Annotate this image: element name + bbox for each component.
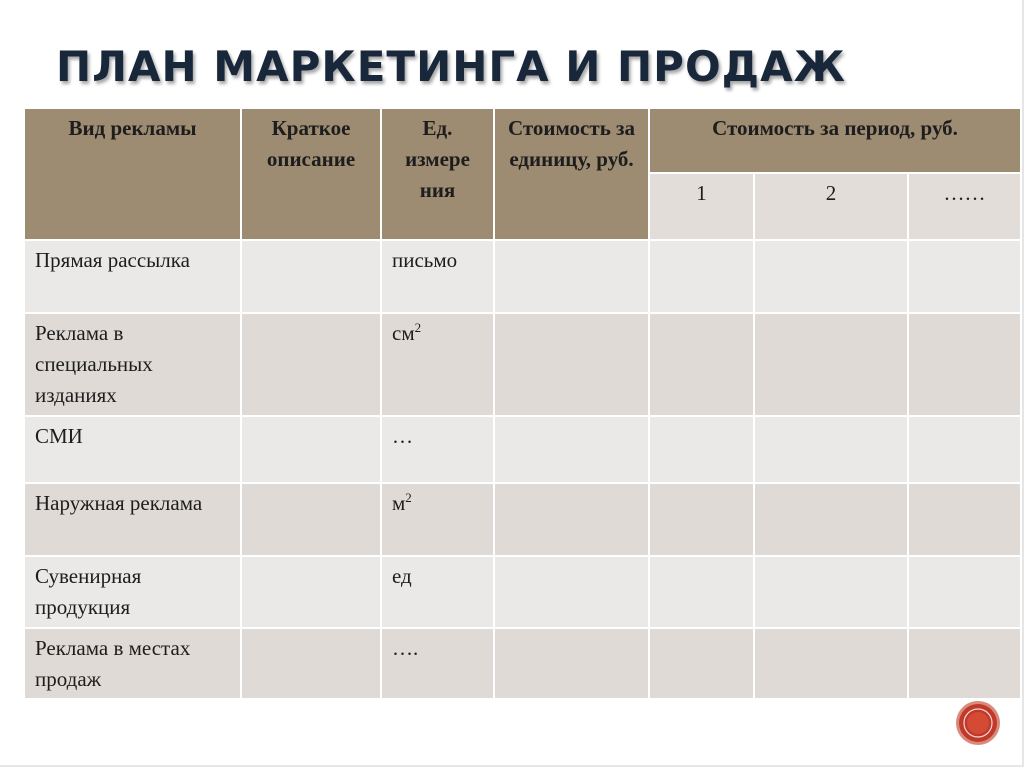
cell-unit — [382, 417, 495, 484]
cell-unit — [382, 314, 495, 417]
table-row — [25, 314, 1022, 417]
cell-unit-cost — [495, 417, 650, 484]
cell-unit-cost — [495, 314, 650, 417]
cell-ad-type: СМИ — [25, 417, 242, 484]
cell-unit-cost — [495, 484, 650, 557]
cell-period-1 — [650, 241, 755, 314]
cell-ad-type: Реклама в специальных изданиях — [25, 314, 242, 417]
cell-period-1 — [650, 417, 755, 484]
cell-period-2 — [755, 241, 909, 314]
cell-unit-cost — [495, 557, 650, 629]
cell-period-1 — [650, 557, 755, 629]
table-row — [25, 484, 1022, 557]
cell-unit — [382, 629, 495, 700]
red-circle-icon — [955, 700, 1001, 746]
unit-text: …. — [392, 636, 419, 660]
cell-description — [242, 484, 382, 557]
cell-unit — [382, 241, 495, 314]
cell-period-2 — [755, 484, 909, 557]
header-unit-cost: Стоимость за единицу, руб. — [495, 109, 650, 241]
cell-description — [242, 417, 382, 484]
header-period-1: 1 — [650, 174, 755, 241]
unit-text: письмо — [392, 248, 458, 272]
header-period-2: 2 — [755, 174, 909, 241]
cell-period-more — [909, 484, 1022, 557]
unit-text: см — [392, 321, 415, 345]
cell-period-1 — [650, 314, 755, 417]
header-ad-type: Вид рекламы — [25, 109, 242, 241]
cell-description — [242, 629, 382, 700]
cell-period-2 — [755, 417, 909, 484]
cell-period-more — [909, 241, 1022, 314]
cell-period-1 — [650, 629, 755, 700]
marketing-plan-table — [25, 109, 1022, 700]
unit-text: … — [392, 424, 413, 448]
table-row — [25, 557, 1022, 629]
unit-text: ед — [392, 564, 412, 588]
cell-period-more — [909, 557, 1022, 629]
cell-period-2 — [755, 314, 909, 417]
header-period-cost: Стоимость за период, руб. — [650, 109, 1022, 174]
cell-unit — [382, 557, 495, 629]
cell-period-more — [909, 314, 1022, 417]
table-row — [25, 417, 1022, 484]
table-row — [25, 629, 1022, 700]
unit-sup: 2 — [405, 490, 412, 505]
cell-unit — [382, 484, 495, 557]
cell-ad-type: Наружная реклама — [25, 484, 242, 557]
cell-ad-type: Реклама в местах продаж — [25, 629, 242, 700]
cell-period-2 — [755, 629, 909, 700]
header-period-more: …… — [909, 174, 1022, 241]
cell-period-2 — [755, 557, 909, 629]
cell-period-more — [909, 417, 1022, 484]
cell-description — [242, 314, 382, 417]
cell-description — [242, 241, 382, 314]
unit-sup: 2 — [414, 320, 422, 335]
unit-text: м — [392, 491, 406, 515]
cell-period-more — [909, 629, 1022, 700]
cell-unit-cost — [495, 629, 650, 700]
cell-description — [242, 557, 382, 629]
header-unit: Ед. измере ния — [382, 109, 495, 241]
cell-unit-cost — [495, 241, 650, 314]
cell-period-1 — [650, 484, 755, 557]
cell-ad-type: Прямая рассылка — [25, 241, 242, 314]
page-title: ПЛАН МАРКЕТИНГА И ПРОДАЖ — [56, 42, 846, 91]
table-row — [25, 241, 1022, 314]
header-description: Краткое описание — [242, 109, 382, 241]
cell-ad-type: Сувенирная продукция — [25, 557, 242, 629]
